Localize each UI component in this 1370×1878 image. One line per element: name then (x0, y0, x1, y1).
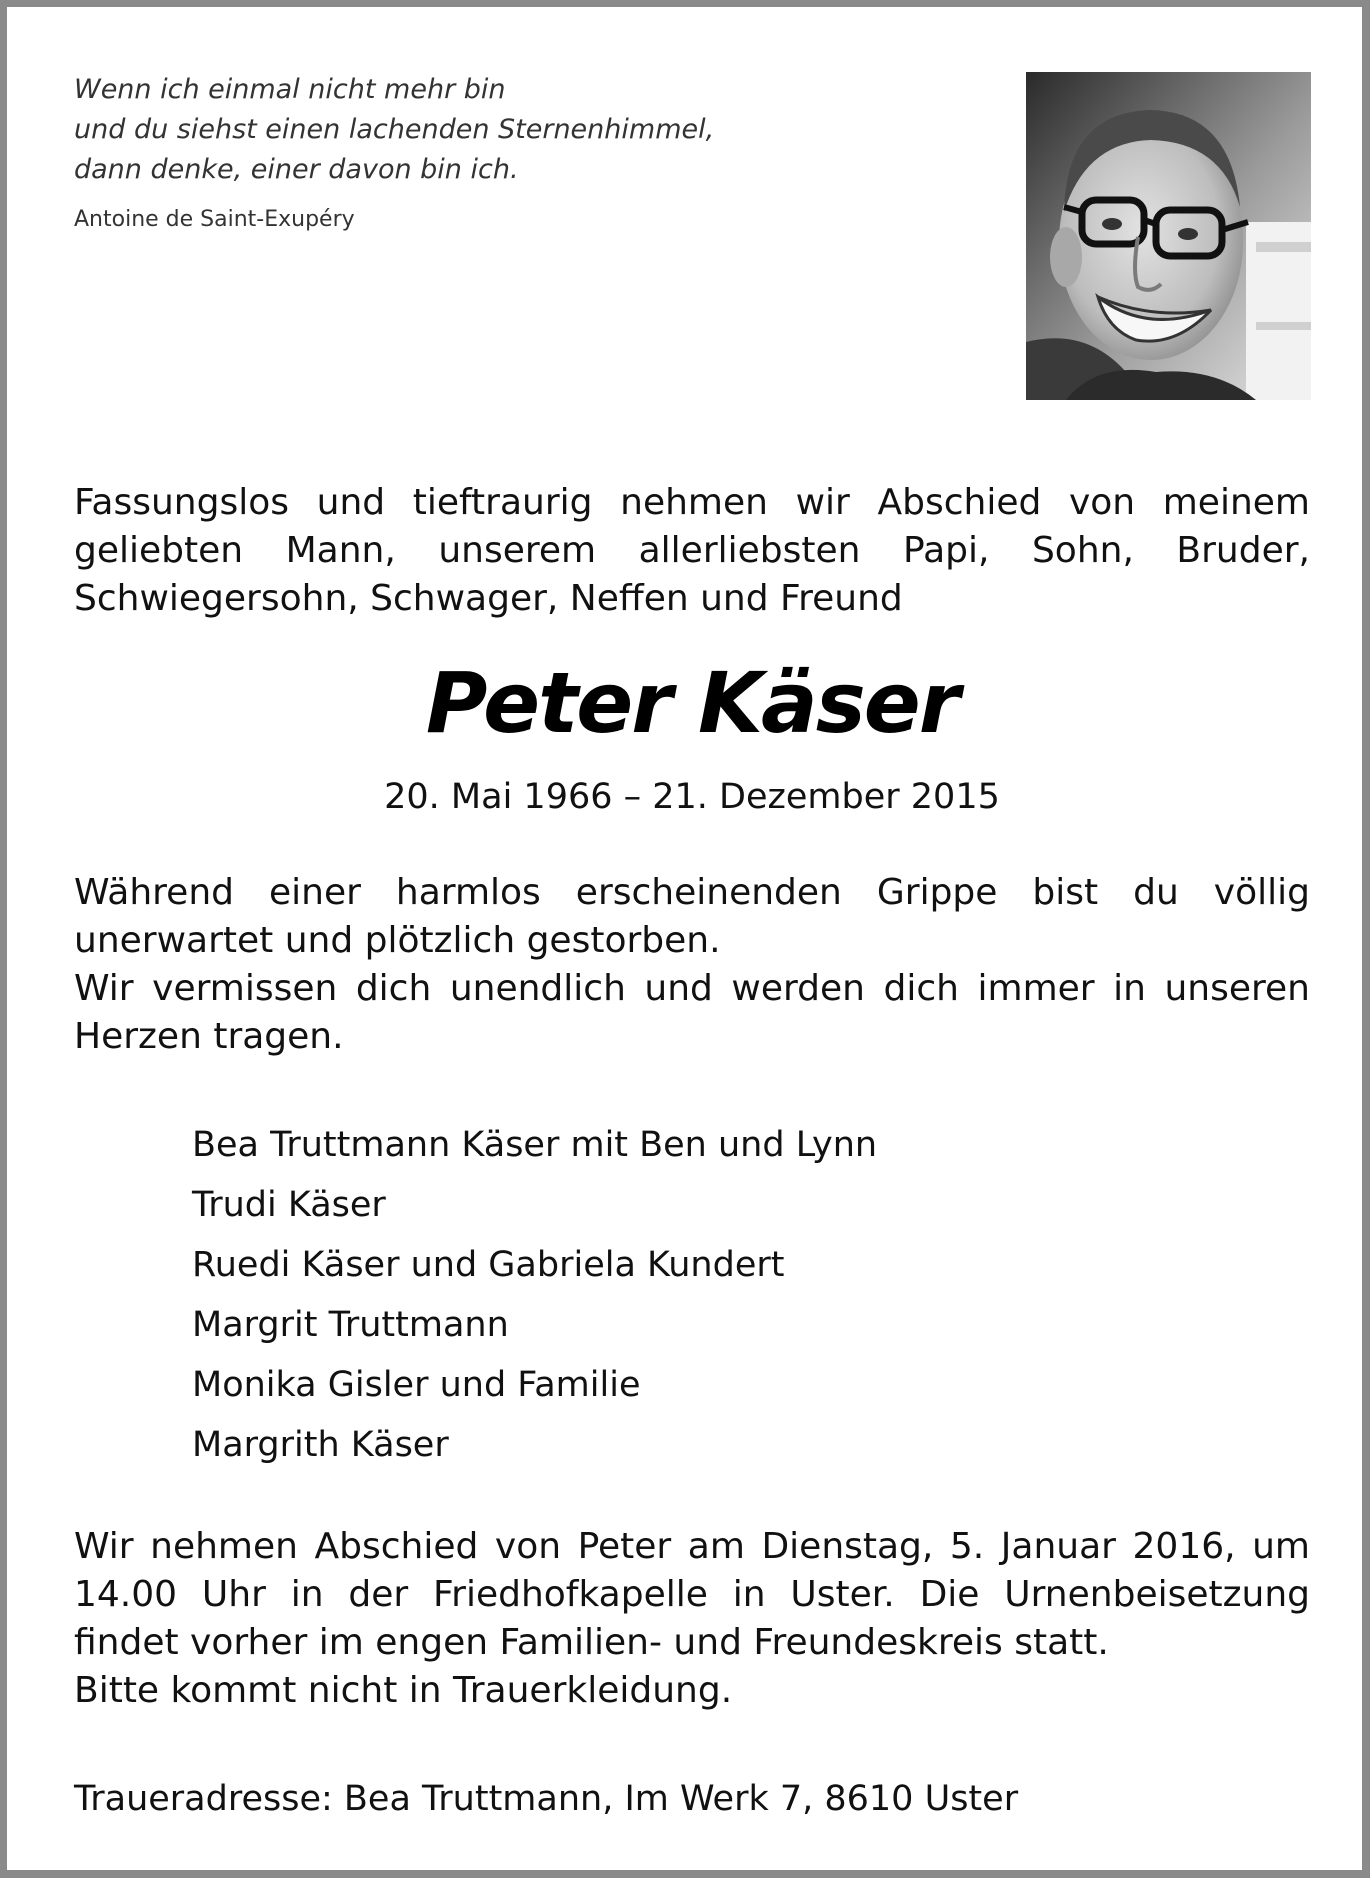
quote-line: Wenn ich einmal nicht mehr bin (74, 74, 506, 105)
message-paragraph: Wir vermissen dich unendlich und werden dich immer in unseren Herzen tragen. (74, 968, 1310, 1057)
mourners-list (192, 1115, 1192, 1475)
deceased-name: Peter Käser (425, 654, 959, 752)
message-text (74, 869, 1310, 1061)
portrait-photo-icon (1026, 72, 1311, 400)
service-paragraph: Wir nehmen Abschied von Peter am Dienstag, 5. Januar 2016, um 14.00 Uhr in der Friedhofkapelle in Uster. Die Urnenbeisetzung findet vorher im engen Familien- und Freundeskreis statt. (74, 1526, 1310, 1663)
service-info (74, 1523, 1310, 1715)
mourner-item: Margrit Truttmann (192, 1305, 509, 1345)
life-dates: 20. Mai 1966 – 21. Dezember 2015 (384, 777, 1000, 817)
quote-author: Antoine de Saint-Exupéry (74, 207, 355, 232)
message-paragraph: Während einer harmlos erscheinenden Grippe bist du völlig unerwartet und plötzlich gestorben. (74, 872, 1310, 961)
mourner-item: Trudi Käser (192, 1185, 386, 1225)
mourner-item: Ruedi Käser und Gabriela Kundert (192, 1245, 785, 1285)
quote-line: und du siehst einen lachenden Sternenhimmel, (74, 114, 715, 145)
mourner-item: Bea Truttmann Käser mit Ben und Lynn (192, 1125, 878, 1165)
epigraph-quote (74, 70, 974, 190)
mourner-item: Margrith Käser (192, 1425, 449, 1465)
mourner-item: Monika Gisler und Familie (192, 1365, 641, 1405)
service-paragraph: Bitte kommt nicht in Trauerkleidung. (74, 1670, 733, 1711)
mourning-address: Traueradresse: Bea Truttmann, Im Werk 7, 8610 Uster (74, 1779, 1019, 1819)
intro-text: Fassungslos und tieftraurig nehmen wir Abschied von meinem geliebten Mann, unserem allerliebsten Papi, Sohn, Bruder, Schwiegersohn, Schwager, Neffen und Freund (74, 482, 1310, 619)
quote-line: dann denke, einer davon bin ich. (74, 154, 519, 185)
portrait-photo (1026, 72, 1311, 400)
